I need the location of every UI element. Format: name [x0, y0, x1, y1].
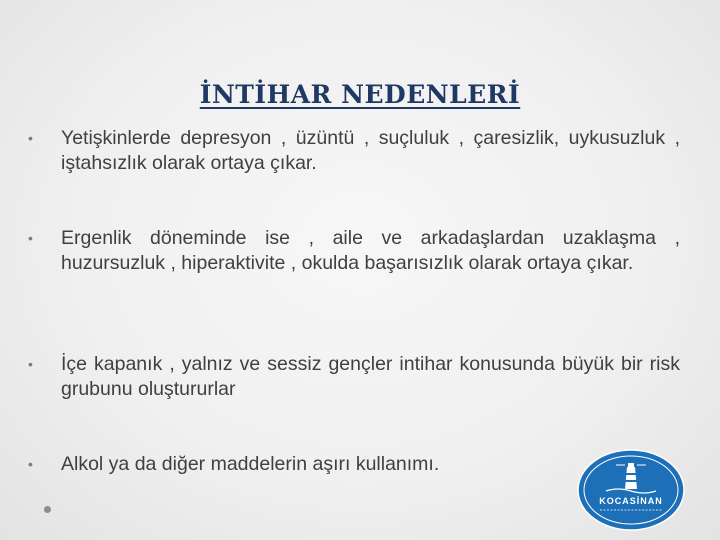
logo-name: KOCASİNAN [599, 496, 663, 506]
bullet-text: Ergenlik döneminde ise , aile ve arkadaşlardan uzaklaşma , huzursuzluk , hiperaktivite , okulda başarısızlık olarak ortaya çıkar. [61, 227, 680, 274]
bullet-item [28, 352, 680, 402]
lighthouse-logo-icon [576, 449, 686, 531]
empty-bullet-marker [44, 506, 51, 513]
slide-title [0, 80, 720, 109]
bullet-marker: • [28, 130, 33, 146]
bullet-marker: • [28, 456, 33, 472]
bullet-item [28, 126, 680, 176]
bullet-marker: • [28, 356, 33, 372]
slide-title-text: İNTİHAR NEDENLERİ [199, 80, 521, 109]
bullet-text: Yetişkinlerde depresyon , üzüntü , suçluluk , çaresizlik, uykusuzluk , iştahsızlık olarak ortaya çıkar. [61, 127, 680, 174]
bullet-item [28, 226, 680, 276]
bullet-text: Alkol ya da diğer maddelerin aşırı kullanımı. [61, 453, 440, 475]
bullet-marker: • [28, 230, 33, 246]
bullet-text: İçe kapanık , yalnız ve sessiz gençler intihar konusunda büyük bir risk grubunu oluştururlar [61, 353, 680, 400]
